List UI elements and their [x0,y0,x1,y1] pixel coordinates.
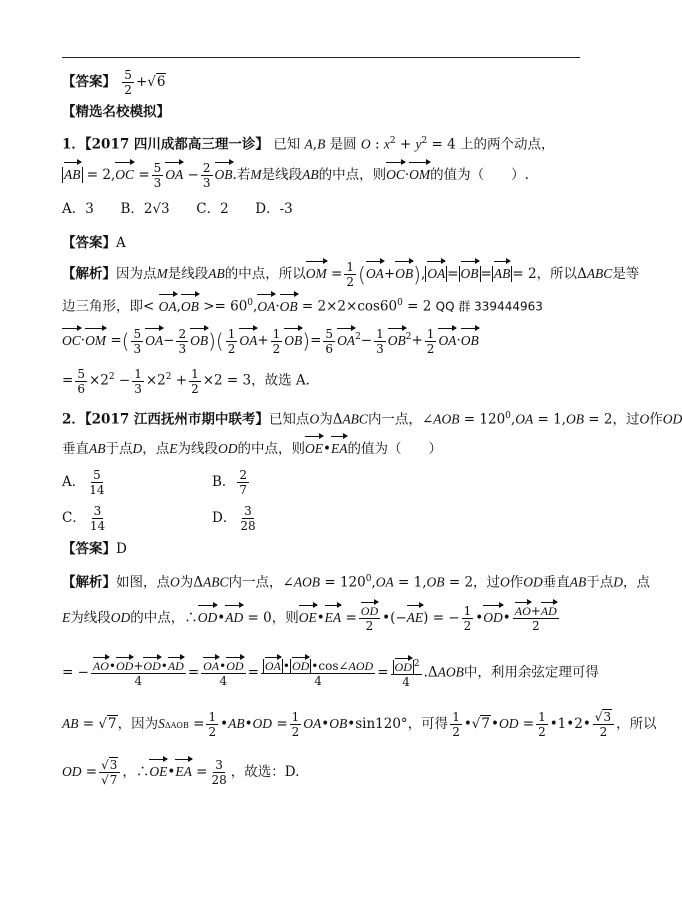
question-source: 【2017 四川成都高三理一诊】 [84,136,269,153]
analysis-q2-line-2: E为线段OD的中点，∴OD•AD = 0，则OE•EA = $\frac{OD}{2}$ •(−AE) = − $\frac{1}{2}$ •OD• $\frac{AO+AD}{2}$ [62,604,557,633]
answer-line-q1: 【答案】A [62,235,126,251]
question-1-line-2: AB = 2,OC = $\frac{5}{3}$ OA − $\frac{2}{3}$ OB.若M是线段AB的中点，则OC·OM的值为（ ）. [64,161,529,190]
question-1-choices [62,198,582,220]
choice-d: D．-3 [255,201,293,217]
q2-choice-c: C． $\frac{3}{14}$ [62,504,106,533]
circle-equation: O [360,136,371,152]
question-2-line-2: 垂直AB于点D，点E为线段OD的中点，则OE•EA的值为（ ） [62,438,582,460]
q2-choice-d: D． $\frac{3}{28}$ [212,504,256,533]
fraction: $\frac{5}{2}$ [124,68,132,97]
choice-a: A．3 [62,201,94,217]
analysis-q1-line-2: 边三角形，即< $OA,OB >= 60^0,OA\cdot OB = 2\times 2\times\cos 60^0 = 2$ QQ 群 339444963 [62,292,582,318]
analysis-q2-line-5: OD = $\frac{√3}{√7}$ ，∴OE•EA = $\frac{3}{28}$ ，故选：D. [62,758,300,787]
answer-label: 【答案】 [62,74,116,90]
section-title: 【精选名校模拟】 [62,104,170,120]
q2-choice-b: B． $\frac{2}{7}$ [212,468,248,497]
analysis-q1-line-3: OC·OM =( $\frac{5}{3}$ OA− $\frac{2}{3}$ OB)( $\frac{1}{2}$ OA+ $\frac{1}{2}$ OB)= $\frac{5}{6}$ $OA^2-$ $\frac{1}{3}$ $OB^2+$ $\frac{1}{2}$ OA·OB [62,326,479,356]
analysis-q2-line-3: = − $\frac{AO•OD+OD•AD}{4}$ = $\frac{OA•OD}{4}$ = $\frac{\text{OA • OD •cos∠AOD}}{4}$ = $\frac{OD ^2}{4}$ .ΔAOB中，利用余弦定理可得 [62,658,599,689]
analysis-q2-line-4: AB = √7，因为SΔAOB = $\frac{1}{2}$ •AB•OD = $\frac{1}{2}$ OA•OB•sin120°，可得 $\frac{1}{2}$ •√7•OD = $\frac{1}{2}$ •1•2• $\frac{√3}{2}$ ，所以 [62,710,657,739]
header-rule [62,57,580,58]
choice-b: B．2√3 [120,201,170,217]
analysis-q1-line-4: = $\frac{5}{6}$ $\times 2^2$ − $\frac{1}{3}$ $\times 2^2$ + $\frac{1}{2}$ ×2 = 3，故选 A. [62,366,310,396]
question-2-line-1: 2．【2017 江西抚州市期中联考】已知点O为ΔABC内一点，∠AOB = $120^0,OA = 1,OB = 2$，过O作OD [62,411,682,428]
analysis-q1-line-1: 【解析】因为点M是线段AB的中点，所以OM = $\frac{1}{2}$ (OA+OB), OA = OB = AB = 2，所以ΔABC是等 [62,260,640,289]
choice-c: C．2 [196,201,229,217]
answer-line-q2: 【答案】D [62,541,127,557]
q2-choice-a: A． $\frac{5}{14}$ [62,468,105,497]
question-number: 1． [62,136,85,153]
question-1-line-1: 1．【2017 四川成都高三理一诊】 已知 A,B 是圆 O : $x^2 + y^2 = 4$ 上的两个动点， [62,136,555,153]
answer-line-1: 【答案】 $\frac{5}{2}$ +√6 [62,68,166,97]
analysis-q2-line-1: 【解析】如图，点O为ΔABC内一点，∠AOB = $120^0,OA = 1,OB = 2$，过O作OD垂直AB于点D，点 [62,574,651,591]
